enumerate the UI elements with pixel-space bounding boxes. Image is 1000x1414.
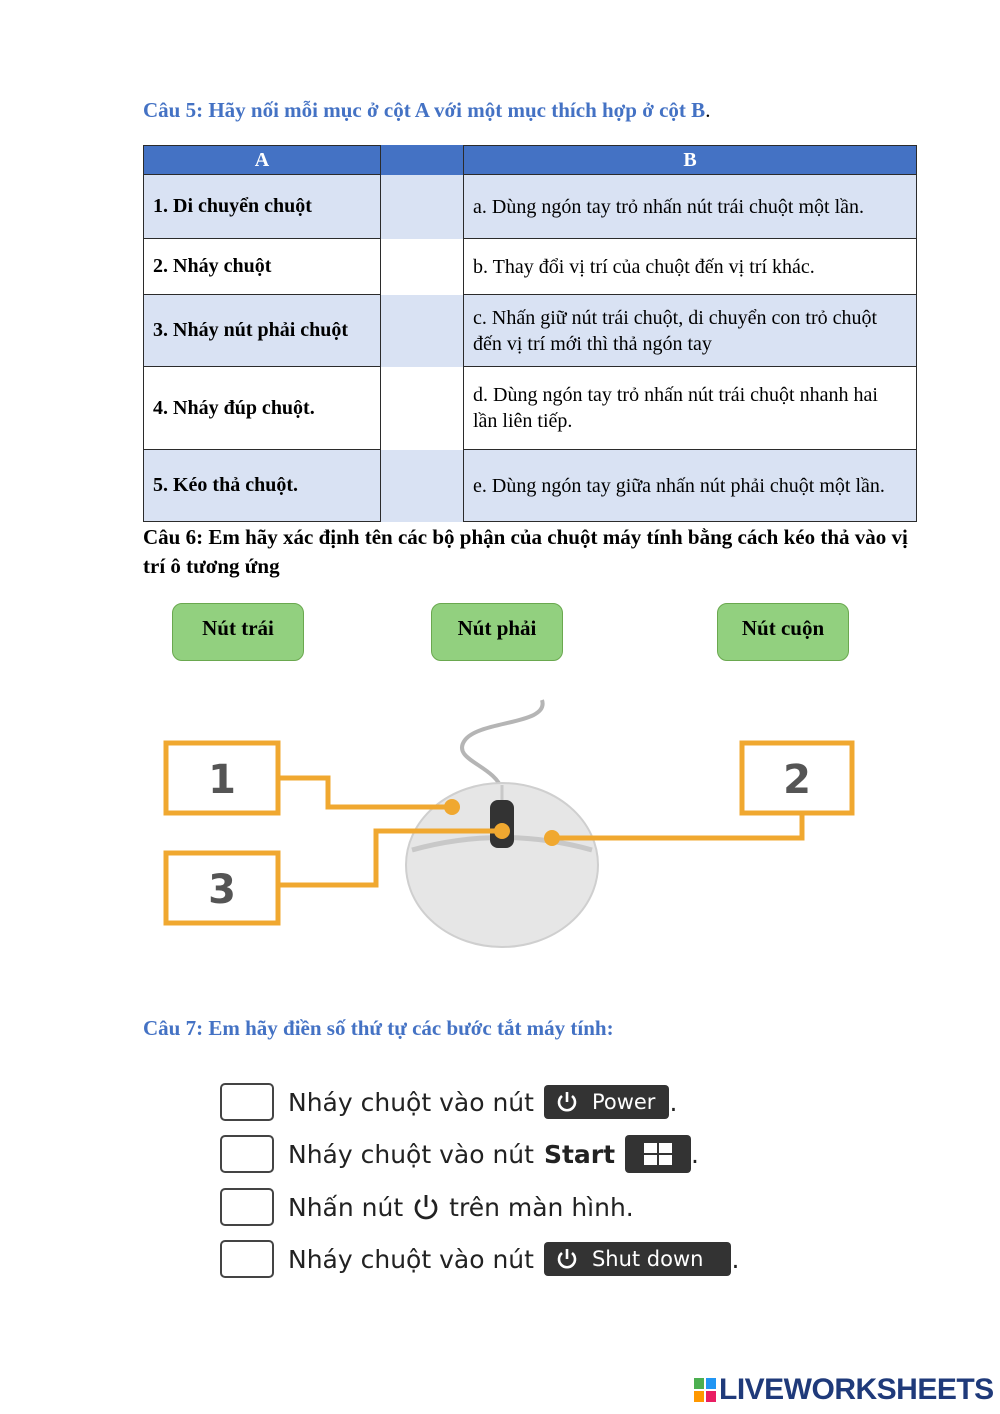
label-2: 2 [783,757,811,803]
item-a[interactable]: 4. Nháy đúp chuột. [144,367,381,450]
step-row [220,1237,739,1281]
power-icon [554,1089,580,1115]
step-row [220,1080,677,1124]
item-a[interactable]: 1. Di chuyển chuột [144,175,381,239]
table-row [144,367,917,450]
order-input[interactable] [220,1083,274,1121]
label-1: 1 [208,757,236,803]
start-label: Start [543,1139,616,1169]
shutdown-button [544,1242,732,1276]
mouse-cable [462,700,543,790]
item-b[interactable]: e. Dùng ngón tay giữa nhấn nút phải chuột một lần. [464,450,917,522]
shutdown-label: Shut down [591,1247,704,1271]
power-icon [554,1246,580,1272]
item-b[interactable]: a. Dùng ngón tay trỏ nhấn nút trái chuột một lần. [464,175,917,239]
step-row [220,1185,634,1229]
brand-name: LIVEWORKSHEETS [719,1373,994,1406]
windows-logo-icon [625,1135,691,1173]
column-b-header: B [464,146,917,175]
order-input[interactable] [220,1188,274,1226]
callout-dot-wheel [494,823,510,839]
power-symbol-icon [407,1192,445,1222]
item-a[interactable]: 3. Nháy nút phải chuột [144,295,381,367]
liveworksheets-logo [693,1373,994,1407]
callout-dot-right [544,830,560,846]
windows-start-icon [625,1135,691,1173]
item-a[interactable]: 5. Kéo thả chuột. [144,450,381,522]
step-text: Nháy chuột vào nút [288,1087,534,1117]
match-gap [381,239,464,295]
q7-title: Câu 7: Em hãy điền số thứ tự các bước tắt máy tính: [143,1016,614,1040]
step-text: Nhấn nút [288,1192,404,1222]
label-3: 3 [208,867,236,913]
match-gap [381,175,464,239]
step-period: . [691,1139,699,1169]
item-b[interactable]: b. Thay đổi vị trí của chuột đến vị trí khác. [464,239,917,295]
column-a-header: A [144,146,381,175]
mouse-diagram [150,685,870,960]
table-row [144,239,917,295]
order-input[interactable] [220,1240,274,1278]
match-gap [381,295,464,367]
callout-dot-left [444,799,460,815]
power-button [544,1085,670,1119]
power-label: Power [591,1090,656,1114]
table-row [144,450,917,522]
table-row [144,295,917,367]
q6-title: Câu 6: Em hãy xác định tên các bộ phận của chuột máy tính bằng cách kéo thả vào vị trí ô tương ứng [143,525,908,578]
chip-right-button[interactable]: Nút phải [431,603,563,661]
header-gap [381,146,464,175]
item-a[interactable]: 2. Nháy chuột [144,239,381,295]
matching-table [143,145,917,522]
step-period: . [669,1087,678,1117]
q5-title-text: Câu 5: Hãy nối mỗi mục ở cột A với một mục thích hợp ở cột B [143,98,706,122]
match-gap [381,367,464,450]
item-b[interactable]: d. Dùng ngón tay trỏ nhấn nút trái chuột nhanh hai lần liên tiếp. [464,367,917,450]
chip-scroll-wheel[interactable]: Nút cuộn [717,603,849,661]
match-gap [381,450,464,522]
order-input[interactable] [220,1135,274,1173]
q5-title [143,98,710,123]
chip-left-button[interactable]: Nút trái [172,603,304,661]
step-row [220,1132,699,1176]
step-text-end: trên màn hình. [449,1192,634,1222]
table-row [144,175,917,239]
step-period: . [731,1244,740,1274]
step-text: Nháy chuột vào nút [288,1244,534,1274]
logo-grid-icon [693,1377,717,1403]
q5-title-period: . [705,98,711,122]
item-b[interactable]: c. Nhấn giữ nút trái chuột, di chuyển con trỏ chuột đến vị trí mới thì thả ngón tay [464,295,917,367]
step-text: Nháy chuột vào nút [288,1139,534,1169]
